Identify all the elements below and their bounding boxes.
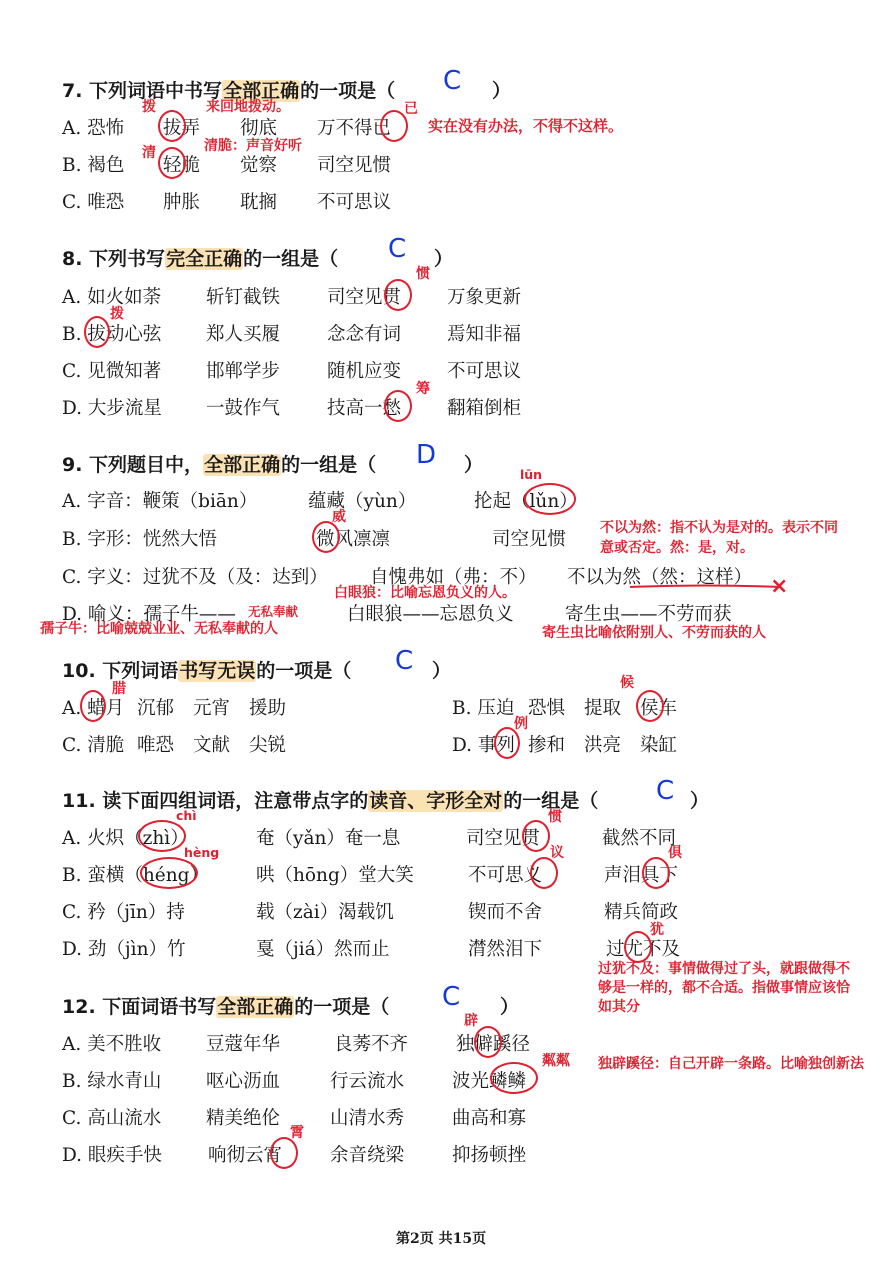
q8-title: 8. 下列书写完全正确的一组是（ [62,248,339,270]
q7-note-bo-char: 拨 [142,99,156,115]
q8-option-b-w3: 焉知非福 [447,324,522,345]
page-footer: 第2页 共15页 [396,1231,487,1247]
q12-note-pi: 辟 [464,1013,478,1029]
q11-option-c-w3: 精兵简政 [604,902,679,923]
q11-circle-ju [642,857,670,889]
q8-circle-chou [384,390,412,422]
q7-note-qing-char: 清 [142,145,156,161]
q10-option-b-w3: 侯车 [640,698,678,719]
q10-note-li: 例 [514,716,528,732]
q8-option-b-w1: 郑人买履 [206,324,281,345]
q12-option-c-w1: 精美绝伦 [206,1108,281,1129]
q9-note-wei: 威 [332,509,346,525]
q8-note-guan: 惯 [416,266,430,282]
q9-note-ruziniu: 孺子牛：比喻兢兢业业、无私奉献的人 [40,621,278,637]
q12-option-d-w3: 抑扬顿挫 [452,1145,527,1166]
q10-option-c-w2: 文献 [193,735,231,756]
q7-circle-qing [158,147,186,179]
q7-note-yi-char: 已 [404,101,418,117]
q9-note-baiyanlang: 白眼狼：比喻忘恩负义的人。 [334,585,516,601]
q9-note-buyiweiran: 不以为然：指不认为是对的。表示不同意或否定。然：是，对。 [600,520,838,556]
q8-circle-guan [384,279,412,311]
q7-option-b-w2: 觉察 [240,155,278,176]
q10-option-a-w1: 沉郁 [137,698,175,719]
q7-option-c-w2: 耽搁 [240,192,278,213]
q11-option-c-w2: 锲而不舍 [468,902,543,923]
q8-option-c-w2: 随机应变 [327,361,402,382]
q7-option-c-label: C. 唯恐 [62,192,125,213]
q10-note-la: 腊 [112,681,126,697]
q12-option-b-w0: B. 绿水青山 [62,1071,162,1092]
q10-option-d-w0: D. 事列 [452,735,515,756]
q11-note-guan: 惯 [548,809,562,825]
q9-option-d-w2: 寄生虫——不劳而获 [565,604,732,625]
q8-option-c-w0: C. 见微知著 [62,361,162,382]
q7-option-b-w3: 司空见惯 [317,155,392,176]
q8-option-d-w1: 一鼓作气 [206,398,281,419]
q12-option-c-w2: 山清水秀 [330,1108,405,1129]
q11-option-d-w0: D. 劲（jìn）竹 [62,939,186,960]
q11-circle-you [624,931,652,963]
q7-note-qing-meaning: 清脆：声音好听 [204,138,302,154]
q10-option-b-w2: 提取 [584,698,622,719]
q9-title-close: ） [464,454,484,476]
q10-option-a-w0: A. 蜡月 [62,698,125,719]
q7-option-a-w2: 彻底 [240,118,278,139]
q9-option-b-w2: 司空见惯 [492,529,567,550]
q8-note-bo: 拨 [110,306,124,322]
q12-option-d-w2: 余音绕梁 [330,1145,405,1166]
q12-option-a-w3: 独僻蹊径 [456,1034,531,1055]
q11-option-d-w3: 过尤不及 [606,939,681,960]
q12-answer: C [442,982,461,1012]
q10-note-hou: 候 [620,675,634,691]
q12-option-a-w0: A. 美不胜收 [62,1034,162,1055]
q7-note-bo-meaning: 来回地拨动。 [206,99,290,115]
q9-option-d-w0: D. 喻义：孺子牛—— [62,604,236,625]
q11-title-close: ） [690,790,710,812]
q9-note-jishengchong: 寄生虫比喻依附别人、不劳而获的人 [542,625,766,641]
q8-option-a-w1: 斩钉截铁 [206,287,281,308]
q9-option-d-w1: 白眼狼——忘恩负义 [347,604,514,625]
q12-title: 12. 下面词语书写全部正确的一项是（ [62,996,390,1018]
q11-circle-heng [140,857,198,889]
q7-answer: C [443,66,462,96]
q12-option-c-w0: C. 高山流水 [62,1108,162,1129]
q9-option-c-w0: C. 字义：过犹不及（及：达到） [62,567,328,588]
q11-answer: C [656,776,675,806]
q11-option-a-w0: A. 火炽（zhì） [62,828,189,849]
q11-option-b-w1: 哄（hōng）堂大笑 [256,865,414,886]
q11-note-ju: 俱 [668,845,682,861]
q12-option-d-w0: D. 眼疾手快 [62,1145,162,1166]
q8-option-d-w3: 翻箱倒柜 [447,398,522,419]
q11-circle-guan [522,820,550,852]
q8-option-b-w0: B. 拔动心弦 [62,324,162,345]
q11-title: 11. 读下面四组词语，注意带点字的读音、字形全对的一组是（ [62,790,599,812]
q7-option-b-label: B. 褐色 [62,155,125,176]
q12-note-dupixijing: 独辟蹊径：自己开辟一条路。比喻独创新法 [598,1056,864,1072]
q9-answer: D [416,440,437,470]
q9-circle-lun [524,483,576,515]
q9-option-b-w0: B. 字形：恍然大悟 [62,529,217,550]
q8-option-c-w3: 不可思议 [447,361,522,382]
q9-option-c-w2: 不以为然（然：这样） [567,567,753,588]
q7-circle-ba [158,110,186,142]
q9-option-c-w1: 自愧弗如（弗：不） [370,567,537,588]
q11-note-guoyoubuji: 过犹不及：事情做得过了头，就跟做得不够是一样的，都不合适。指做事情应该恰如其分 [598,961,850,1015]
q9-note-lun: lūn [520,467,543,482]
q11-note-heng: hèng [184,845,220,860]
q11-option-b-w3: 声泪具下 [604,865,679,886]
q9-option-b-w1: 微风凛凛 [316,529,391,550]
q9-note-cross: × [770,574,789,599]
q7-title: 7. 下列词语中书写全部正确的一项是（ [62,80,396,102]
q11-option-a-w3: 截然不同 [602,828,677,849]
q7-option-c-w3: 不可思议 [317,192,392,213]
q8-option-c-w1: 邯郸学步 [206,361,281,382]
q11-option-b-w0: B. 蛮横（héng） [62,865,208,886]
q9-option-a-w0: A. 字音：鞭策（biān） [62,491,258,512]
q11-option-b-w2: 不可思义 [468,865,543,886]
q11-option-d-w1: 戛（jiá）然而止 [256,939,390,960]
q11-option-d-w2: 潸然泪下 [468,939,543,960]
q7-option-a-label: A. 恐怖 [62,118,125,139]
q10-option-a-w2: 元宵 [193,698,231,719]
q8-answer: C [388,234,407,264]
q10-title-close: ） [432,660,452,682]
q7-option-b-w1: 轻脆 [163,155,201,176]
q9-option-d-note: 无私奉献 [248,604,299,619]
q7-note-yi-meaning: 实在没有办法，不得不这样。 [428,117,624,135]
q9-underline-ran [630,584,780,590]
q8-option-d-w2: 技高一愁 [327,398,402,419]
q11-option-c-w0: C. 矜（jīn）持 [62,902,185,923]
q7-option-a-w3: 万不得已 [317,118,392,139]
q8-note-chou: 筹 [416,381,430,397]
q12-option-c-w3: 曲高和寡 [452,1108,527,1129]
q10-option-a-w3: 援助 [249,698,287,719]
q10-option-d-w2: 洪亮 [584,735,622,756]
q12-option-b-w3: 波光鳞鳞 [452,1071,527,1092]
q12-circle-pi [474,1026,502,1058]
q9-option-a-w2: 抡起（lǔn） [474,491,578,512]
q9-title: 9. 下列题目中，全部正确的一组是（ [62,454,377,476]
q12-title-close: ） [500,996,520,1018]
q10-circle-la [80,690,106,722]
q10-option-c-w3: 尖锐 [249,735,287,756]
q11-option-a-w2: 司空见贯 [466,828,541,849]
q7-title-close: ） [492,80,512,102]
q10-option-b-w0: B. 压迫 [452,698,515,719]
q12-note-linlin: 粼粼 [542,1053,570,1069]
q10-title: 10. 下列词语书写无误的一项是（ [62,660,352,682]
q10-option-b-w1: 恐惧 [528,698,566,719]
q12-note-xiao: 霄 [290,1125,304,1141]
q10-option-d-w1: 掺和 [528,735,566,756]
q8-option-a-w0: A. 如火如荼 [62,287,162,308]
q11-note-you: 犹 [650,922,664,938]
q9-option-a-w1: 蕴藏（yùn） [308,491,417,512]
q12-option-a-w1: 豆蔻年华 [206,1034,281,1055]
q7-option-c-w1: 肿胀 [163,192,201,213]
q8-option-a-w2: 司空见贯 [327,287,402,308]
q12-option-b-w1: 呕心沥血 [206,1071,281,1092]
q10-circle-hou [636,690,664,722]
q7-option-a-w1: 拔弄 [163,118,201,139]
q8-title-close: ） [434,248,454,270]
q12-option-a-w2: 良莠不齐 [334,1034,409,1055]
q8-option-a-w3: 万象更新 [447,287,522,308]
q11-option-c-w1: 载（zài）渴载饥 [256,902,394,923]
q10-option-d-w3: 染缸 [640,735,678,756]
q10-option-c-w0: C. 清脆 [62,735,125,756]
q11-option-a-w1: 奄（yǎn）奄一息 [256,828,401,849]
q12-option-d-w1: 响彻云宵 [208,1145,283,1166]
q10-option-c-w1: 唯恐 [137,735,175,756]
q8-option-d-w0: D. 大步流星 [62,398,162,419]
q8-circle-ba [84,316,110,348]
q11-note-yi: 议 [550,845,564,861]
q10-answer: C [395,646,414,676]
q11-note-chi: chì [176,808,197,823]
q11-circle-zhi [138,820,186,852]
q12-option-b-w2: 行云流水 [330,1071,405,1092]
q12-circle-linlin [490,1062,538,1094]
q8-option-b-w2: 念念有词 [327,324,402,345]
